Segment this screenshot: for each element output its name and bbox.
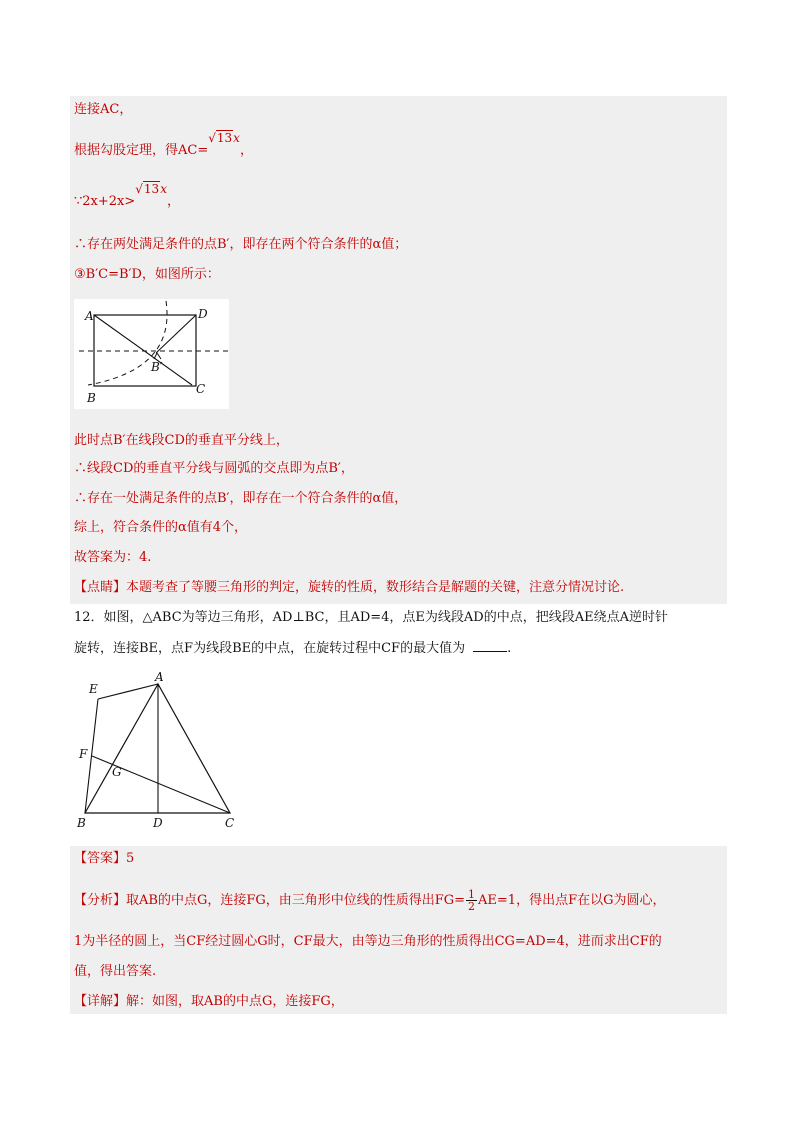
label-B: B <box>87 391 96 405</box>
text-line: 根据勾股定理，得AC=√13x， <box>74 131 253 158</box>
text-line: ∵2x+2x>√13x， <box>74 182 180 209</box>
text-line: 此时点B′在线段CD的垂直平分线上， <box>74 433 289 448</box>
answer-shade-bottom <box>70 846 727 1014</box>
text-line: ③B′C=B′D，如图所示： <box>74 267 220 282</box>
label-E: E <box>89 682 98 696</box>
sqrt-expression: √13x <box>135 182 167 196</box>
analysis-line3: 值，得出答案. <box>74 964 157 979</box>
text-line: ∴存在两处满足条件的点B′，即存在两个符合条件的α值； <box>74 237 408 252</box>
answer-blank <box>473 651 507 652</box>
label-C: C <box>225 816 235 830</box>
text-line: ∴存在一处满足条件的点B′，即存在一个符合条件的α值， <box>74 491 408 506</box>
label-B-prime: B′ <box>151 360 163 374</box>
answer-line: 【答案】5 <box>74 851 135 866</box>
text-line: ∴线段CD的垂直平分线与圆弧的交点即为点B′， <box>74 461 354 476</box>
text-line: 连接AC， <box>74 102 133 117</box>
question-12-line1: 12．如图，△ABC为等边三角形，AD⊥BC，且AD=4，点E为线段AD的中点，把线段AE绕点A逆时针 <box>74 610 668 625</box>
sqrt-expression: √13x <box>208 131 240 145</box>
text-line: 综上，符合条件的α值有4个， <box>74 520 248 535</box>
label-G: G <box>112 765 122 779</box>
detail-line: 【详解】解：如图，取AB的中点G，连接FG， <box>74 994 344 1009</box>
figure-equilateral-triangle <box>74 672 244 834</box>
analysis-line1: 【分析】取AB的中点G，连接FG，由三角形中位线的性质得出FG= $\frac{1}{2}$ AE=1，得出点F在以G为圆心， <box>74 888 666 913</box>
label-D: D <box>198 307 208 321</box>
label-C: C <box>196 382 206 396</box>
figure-rectangle-rotation <box>74 299 229 409</box>
text-line: 故答案为：4. <box>74 550 152 565</box>
label-F: F <box>79 747 88 761</box>
analysis-line2: 1为半径的圆上，当CF经过圆心G时，CF最大，由等边三角形的性质得出CG=AD=4，进而求出CF的 <box>74 934 662 949</box>
label-D: D <box>153 816 163 830</box>
key-point-note: 【点睛】本题考查了等腰三角形的判定，旋转的性质，数形结合是解题的关键，注意分情况讨论. <box>74 580 625 595</box>
label-A: A <box>85 309 94 323</box>
label-A: A <box>155 672 164 684</box>
fraction-one-half: $\frac{1}{2}$ <box>468 888 476 913</box>
label-B: B <box>77 816 86 830</box>
question-12-line2: 旋转，连接BE，点F为线段BE的中点，在旋转过程中CF的最大值为 . <box>74 641 512 656</box>
